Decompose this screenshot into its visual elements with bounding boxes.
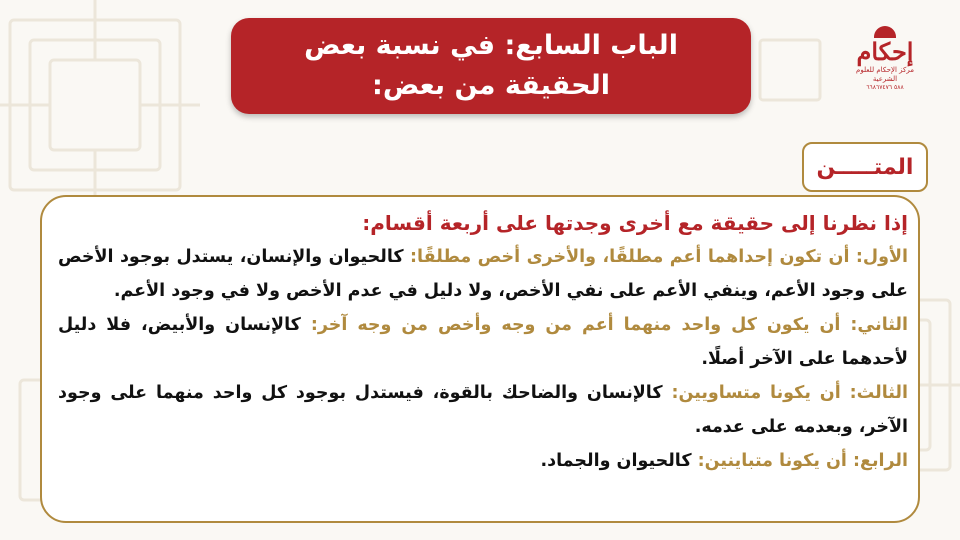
brand-logo <box>845 26 925 96</box>
matn-tab-label: المتـــــن <box>802 142 928 192</box>
section-second-text: كالإنسان والأبيض، فلا دليل لأحدهما على الآخر أصلًا. <box>58 315 908 369</box>
slide-title-line-1: الباب السابع: في نسبة بعض <box>304 30 678 61</box>
slide-title-banner <box>231 18 751 114</box>
section-fourth <box>58 444 908 478</box>
logo-subtitle: مركز الإحكام للعلوم الشرعية <box>856 66 914 83</box>
logo-wordmark: إحكام <box>856 37 914 66</box>
section-third <box>58 376 908 444</box>
section-fourth-label: الرابع: أن يكونا متباينين: <box>697 451 908 471</box>
section-first-text: كالحيوان والإنسان، يستدل بوجود الأخص على وجود الأعم، وينفي الأعم على نفي الأخص، ولا دليل في عدم الأخص ولا في وجود الأعم. <box>58 247 908 301</box>
content-heading: إذا نظرنا إلى حقيقة مع أخرى وجدتها على أربعة أقسام: <box>362 211 908 235</box>
section-third-label: الثالث: أن يكونا متساويين: <box>671 383 909 403</box>
section-first <box>58 240 908 308</box>
slide-title-line-2: الحقيقة من بعض: <box>372 70 610 101</box>
section-second-label: الثاني: أن يكون كل واحد منهما أعم من وجه وأخص من وجه آخر: <box>310 315 908 335</box>
content-text <box>58 206 908 478</box>
logo-number: ٥٨٨ ٦٦٨٦٧٤٧٦ <box>866 84 904 91</box>
section-first-label: الأول: أن تكون إحداهما أعم مطلقًا، والأخرى أخص مطلقًا: <box>410 247 908 267</box>
section-second <box>58 308 908 376</box>
section-fourth-text: كالحيوان والجماد. <box>540 451 698 471</box>
section-third-text: كالإنسان والضاحك بالقوة، فيستدل بوجود كل واحد منهما على وجود الآخر، وبعدمه على عدمه. <box>58 383 908 437</box>
